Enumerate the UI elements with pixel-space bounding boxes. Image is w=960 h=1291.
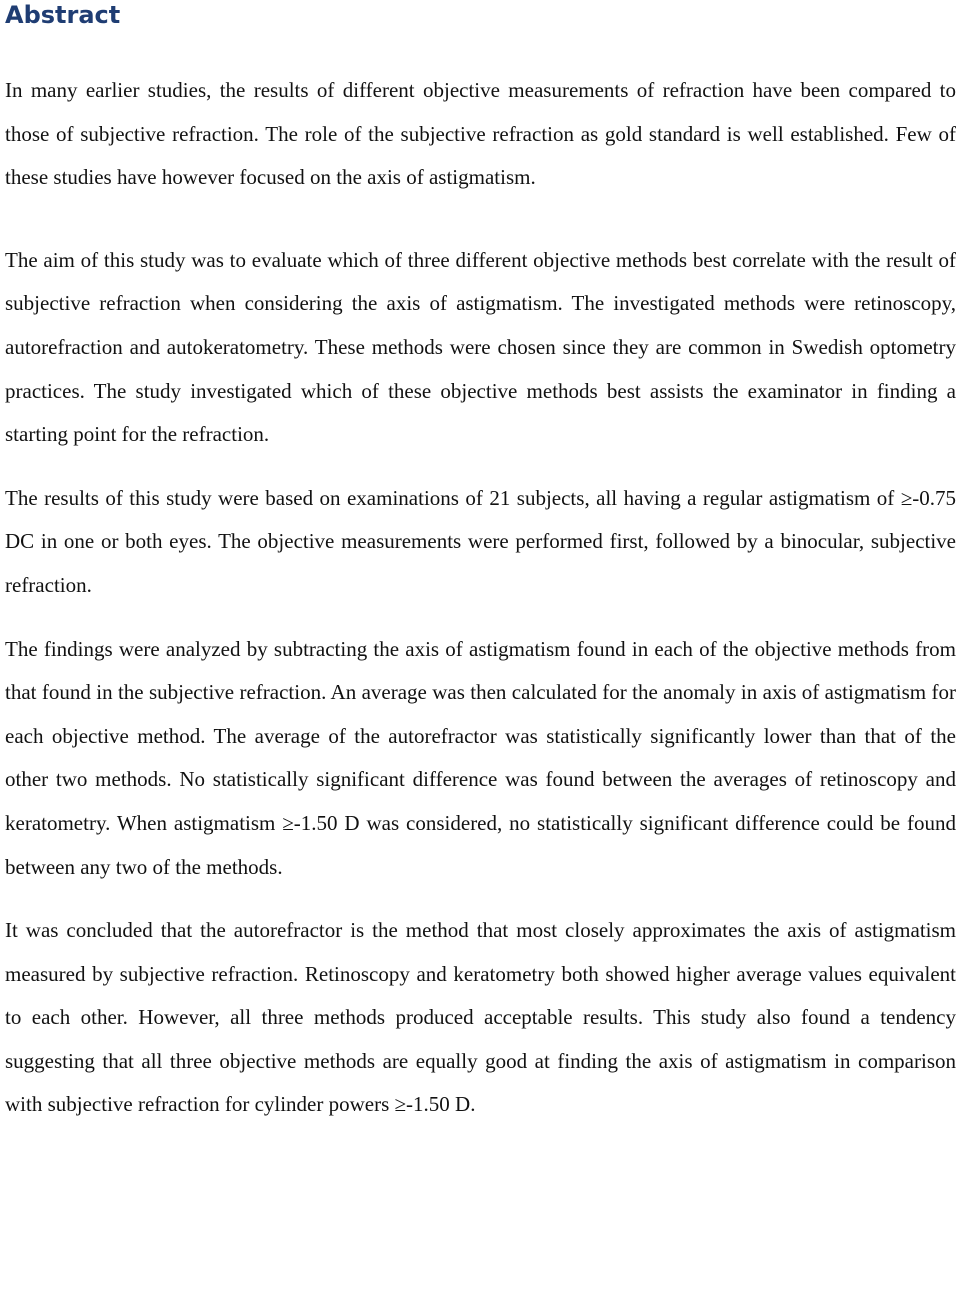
- abstract-paragraph-5: It was concluded that the autorefractor is the method that most closely approximates the axis of astigmatism measured by subjective refraction. Retinoscopy and keratometry both showed higher average values equivalent to each other. However, all three methods produced acceptable results. This study also found a tendency suggesting that all three objective methods are equally good at finding the axis of astigmatism in comparison with subjective refraction for cylinder powers ≥-1.50 D.: [5, 918, 956, 1117]
- abstract-paragraph-1: In many earlier studies, the results of different objective measurements of refraction have been compared to those of subjective refraction. The role of the subjective refraction as gold standard is well established. Few of these studies have however focused on the axis of astigmatism.: [5, 78, 956, 190]
- section-heading: Abstract: [5, 1, 121, 29]
- abstract-paragraph-3: The results of this study were based on examinations of 21 subjects, all having a regular astigmatism of ≥-0.75 DC in one or both eyes. The objective measurements were performed first, followed by a binocular, subjective refraction.: [5, 485, 956, 597]
- abstract-page: [5, 0, 956, 1127]
- abstract-paragraph-4: The findings were analyzed by subtracting the axis of astigmatism found in each of the objective methods from that found in the subjective refraction. An average was then calculated for the anomaly in axis of astigmatism for each objective method. The average of the autorefractor was statistically significantly lower than that of the other two methods. No statistically significant difference was found between the averages of retinoscopy and keratometry. When astigmatism ≥-1.50 D was considered, no statistically significant difference could be found between any two of the methods.: [5, 636, 956, 879]
- abstract-paragraph-2: The aim of this study was to evaluate which of three different objective methods best correlate with the result of subjective refraction when considering the axis of astigmatism. The investigated methods were retinoscopy, autorefraction and autokeratometry. These methods were chosen since they are common in Swedish optometry practices. The study investigated which of these objective methods best assists the examinator in finding a starting point for the refraction.: [5, 247, 956, 447]
